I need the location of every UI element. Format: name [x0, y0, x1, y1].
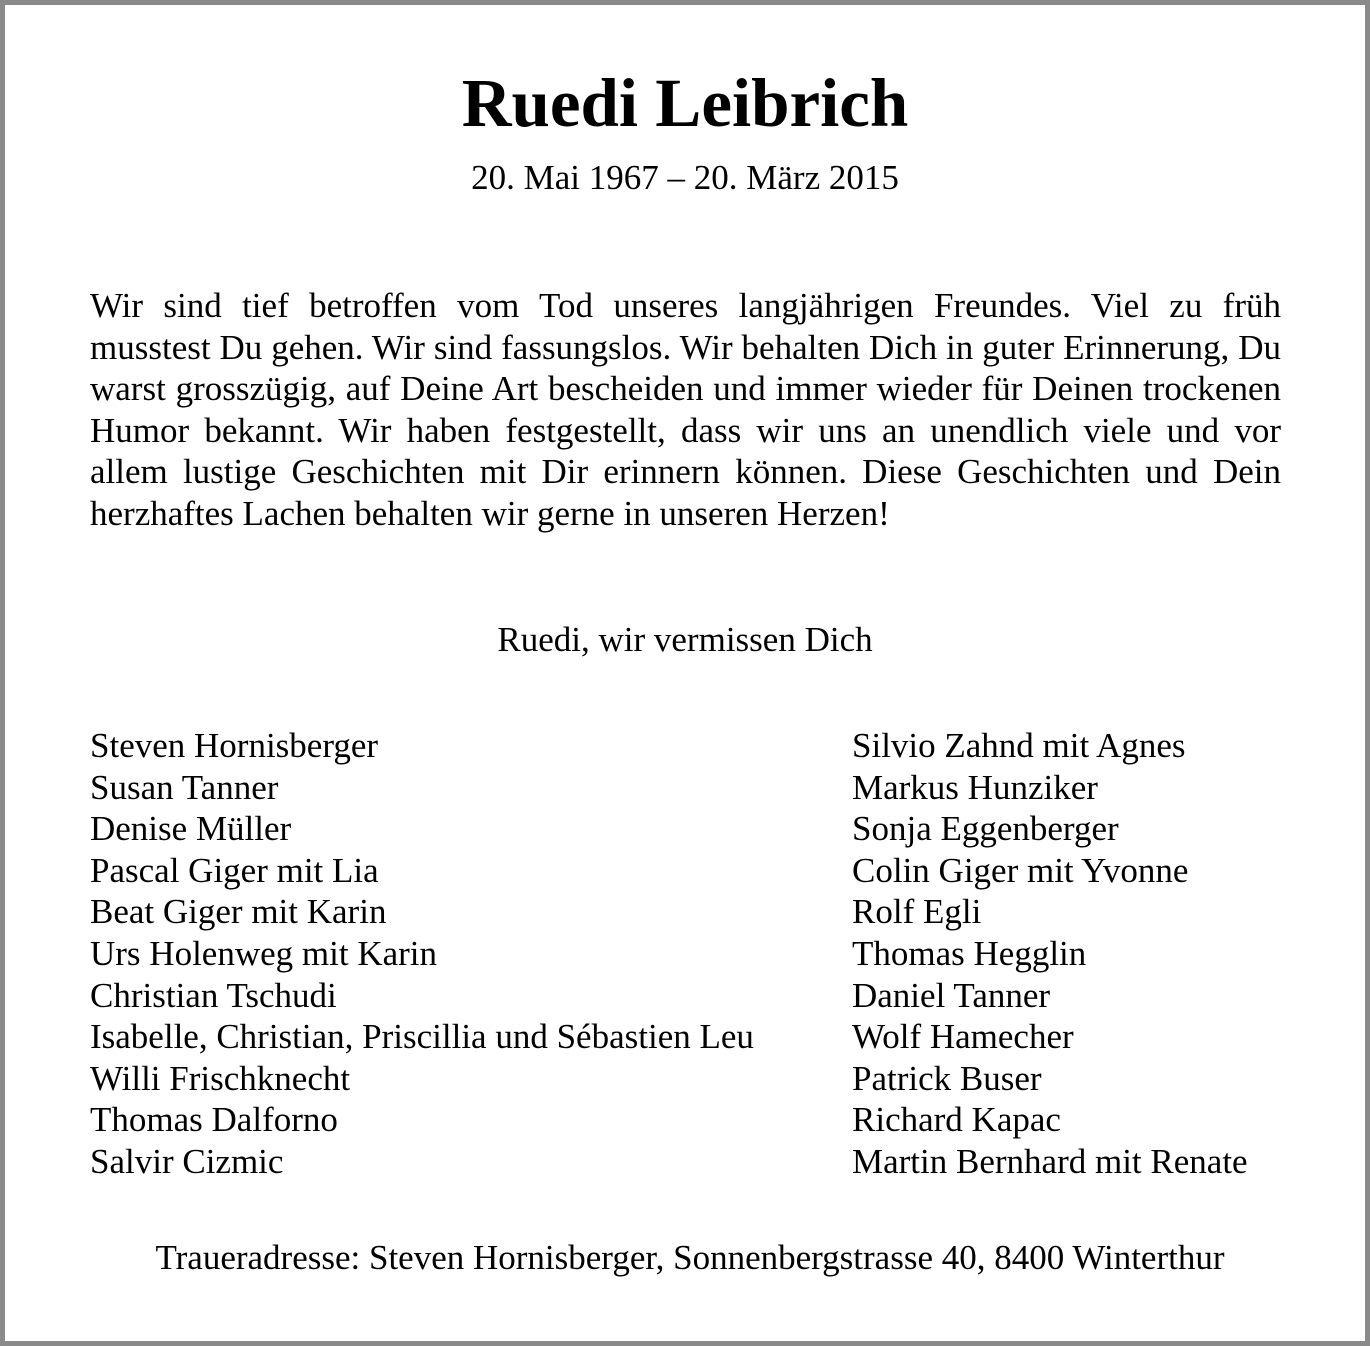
condolence-message: Wir sind tief betroffen vom Tod unseres langjährigen Freundes. Viel zu früh musstest Du gehen. Wir sind fassungslos. Wir behalten Dich in guter Erinnerung, Du warst grosszügig, auf Deine Art bescheiden und immer wieder für Deinen trockenen Humor bekannt. Wir haben festgestellt, dass wir uns an unendlich viele und vor allem lustige Geschichten mit Dir erinnern können. Diese Geschichten und Dein herzhaftes Lachen behalten wir gerne in unseren Herzen!: [90, 286, 1281, 533]
mourning-address: Traueradresse: Steven Hornisberger, Sonnenbergstrasse 40, 8400 Winterthur: [155, 1238, 1225, 1277]
mourner-name: Rolf Egli: [852, 892, 982, 932]
mourner-name: Colin Giger mit Yvonne: [852, 850, 1189, 890]
mourner-name: Martin Bernhard mit Renate: [852, 1141, 1248, 1181]
mourner-name: Willi Frischknecht: [90, 1058, 351, 1098]
mourner-name: Isabelle, Christian, Priscillia und Sébastien Leu: [90, 1017, 754, 1057]
mourner-name: Patrick Buser: [852, 1058, 1042, 1098]
mourner-name: Daniel Tanner: [852, 975, 1051, 1015]
mourners-left-column: [90, 725, 754, 1183]
mourner-name: Markus Hunziker: [852, 767, 1098, 807]
mourner-name: Silvio Zahnd mit Agnes: [852, 726, 1186, 765]
mourner-name: Sonja Eggenberger: [852, 809, 1119, 849]
mourner-name: Wolf Hamecher: [852, 1017, 1074, 1057]
mourner-name: Susan Tanner: [90, 767, 279, 807]
deceased-name: Ruedi Leibrich: [461, 65, 909, 141]
mourner-name: Urs Holenweg mit Karin: [90, 933, 438, 973]
mourner-name: Beat Giger mit Karin: [90, 892, 387, 932]
life-dates: 20. Mai 1967 – 20. März 2015: [471, 158, 899, 197]
closing-line: Ruedi, wir vermissen Dich: [497, 620, 873, 659]
mourner-name: Thomas Dalforno: [90, 1100, 338, 1140]
mourner-name: Thomas Hegglin: [852, 933, 1087, 973]
mourner-name: Christian Tschudi: [90, 975, 337, 1015]
mourner-name: Salvir Cizmic: [90, 1141, 284, 1181]
mourner-name: Pascal Giger mit Lia: [90, 850, 379, 890]
mourners-right-column: [852, 725, 1248, 1183]
mourner-name: Denise Müller: [90, 809, 292, 849]
mourner-name: Steven Hornisberger: [90, 726, 379, 765]
mourner-name: Richard Kapac: [852, 1100, 1061, 1140]
